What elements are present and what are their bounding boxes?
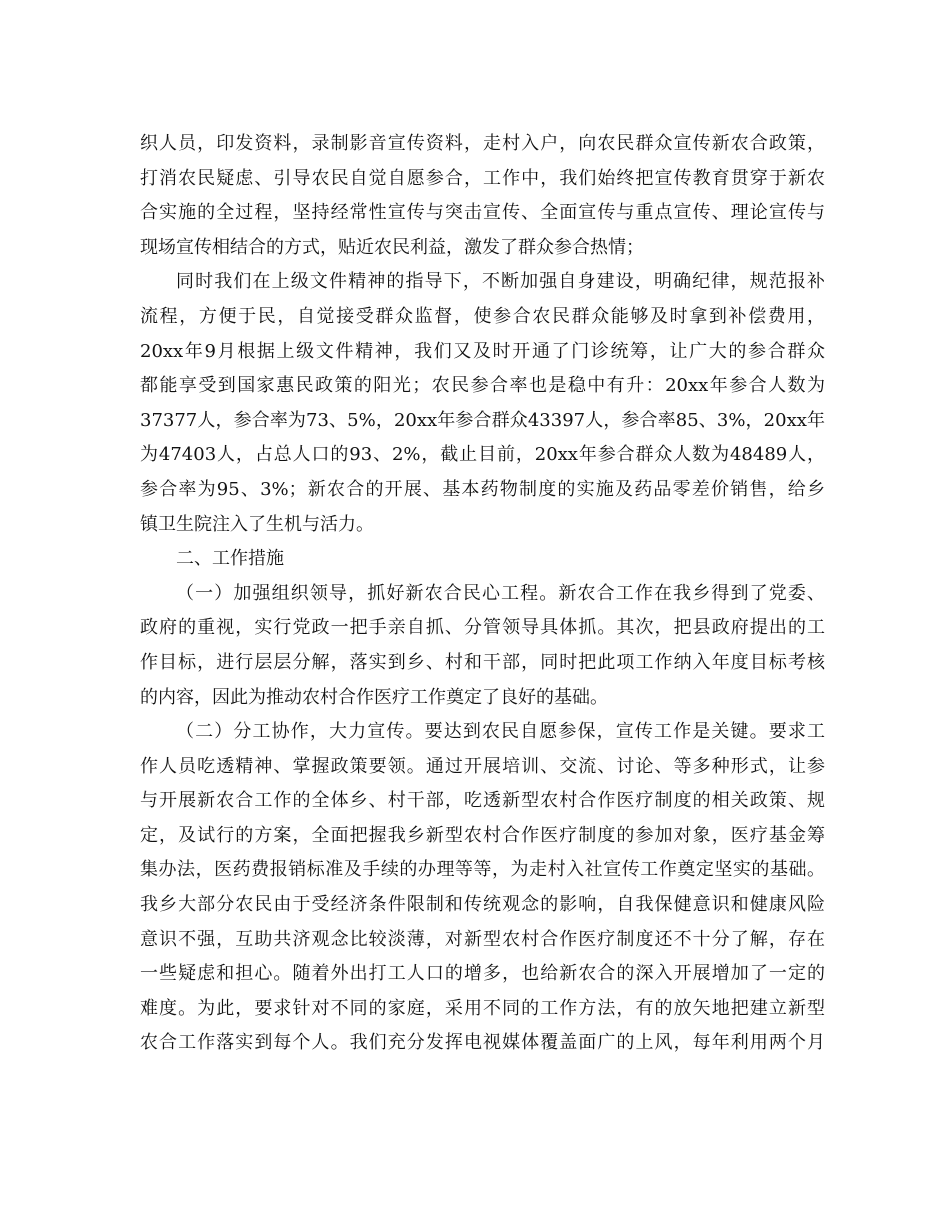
- text-line: 流程，方便于民，自觉接受群众监督，使参合农民群众能够及时拿到补偿费用，: [140, 305, 825, 327]
- text-line: 为47403人，占总人口的93、2%，截止目前，20xx年参合群众人数为48489人，: [140, 444, 825, 466]
- text-line: 的内容，因此为推动农村合作医疗工作奠定了良好的基础。: [140, 686, 608, 708]
- text-line: 集办法，医药费报销标准及手续的办理等等，为走村入社宣传工作奠定坚实的基础。: [140, 859, 825, 881]
- text-line: 参合率为95、3%；新农合的开展、基本药物制度的实施及药品零差价销售，给乡: [140, 478, 825, 500]
- text-line: 我乡大部分农民由于受经济条件限制和传统观念的影响，自我保健意识和健康风险: [140, 894, 825, 916]
- section-heading: 二、工作措施: [176, 548, 284, 570]
- text-line: 37377人，参合率为73、5%，20xx年参合群众43397人，参合率85、3%，20xx年: [140, 409, 825, 431]
- text-line: 织人员，印发资料，录制影音宣传资料，走村入户，向农民群众宣传新农合政策，: [140, 133, 825, 154]
- text-line: 与开展新农合工作的全体乡、村干部，吃透新型农村合作医疗制度的相关政策、规: [140, 790, 825, 812]
- text-line: 作目标，进行层层分解，落实到乡、村和干部，同时把此项工作纳入年度目标考核: [140, 651, 825, 673]
- text-line: 意识不强，互助共济观念比较淡薄，对新型农村合作医疗制度还不十分了解，存在: [140, 928, 825, 950]
- text-line: 难度。为此，要求针对不同的家庭，采用不同的工作方法，有的放矢地把建立新型: [140, 997, 825, 1019]
- text-line: 农合工作落实到每个人。我们充分发挥电视媒体覆盖面广的上风，每年利用两个月: [140, 1032, 825, 1054]
- text-line: 都能享受到国家惠民政策的阳光；农民参合率也是稳中有升：20xx年参合人数为: [140, 375, 825, 397]
- subsection-start: （一）加强组织领导，抓好新农合民心工程。新农合工作在我乡得到了党委、: [176, 582, 825, 604]
- text-line: 定，及试行的方案，全面把握我乡新型农村合作医疗制度的参加对象，医疗基金筹: [140, 824, 825, 846]
- document-body: [140, 127, 825, 1061]
- text-line: 现场宣传相结合的方式，贴近农民利益，激发了群众参合热情；: [140, 236, 644, 258]
- text-line: 政府的重视，实行党政一把手亲自抓、分管领导具体抓。其次，把县政府提出的工: [140, 617, 825, 639]
- subsection-start: （二）分工协作，大力宣传。要达到农民自愿参保，宣传工作是关键。要求工: [176, 721, 825, 743]
- text-line: 20xx年9月根据上级文件精神，我们又及时开通了门诊统筹，让广大的参合群众: [140, 340, 825, 362]
- text-line: 一些疑虑和担心。随着外出打工人口的增多，也给新农合的深入开展增加了一定的: [140, 963, 825, 985]
- text-line: 镇卫生院注入了生机与活力。: [140, 513, 374, 535]
- text-line: 打消农民疑虑、引导农民自觉自愿参合，工作中，我们始终把宣传教育贯穿于新农: [140, 167, 825, 189]
- text-line: 合实施的全过程，坚持经常性宣传与突击宣传、全面宣传与重点宣传、理论宣传与: [140, 202, 825, 224]
- text-line: 作人员吃透精神、掌握政策要领。通过开展培训、交流、讨论、等多种形式，让参: [140, 755, 825, 777]
- paragraph-start: 同时我们在上级文件精神的指导下，不断加强自身建设，明确纪律，规范报补: [176, 271, 825, 293]
